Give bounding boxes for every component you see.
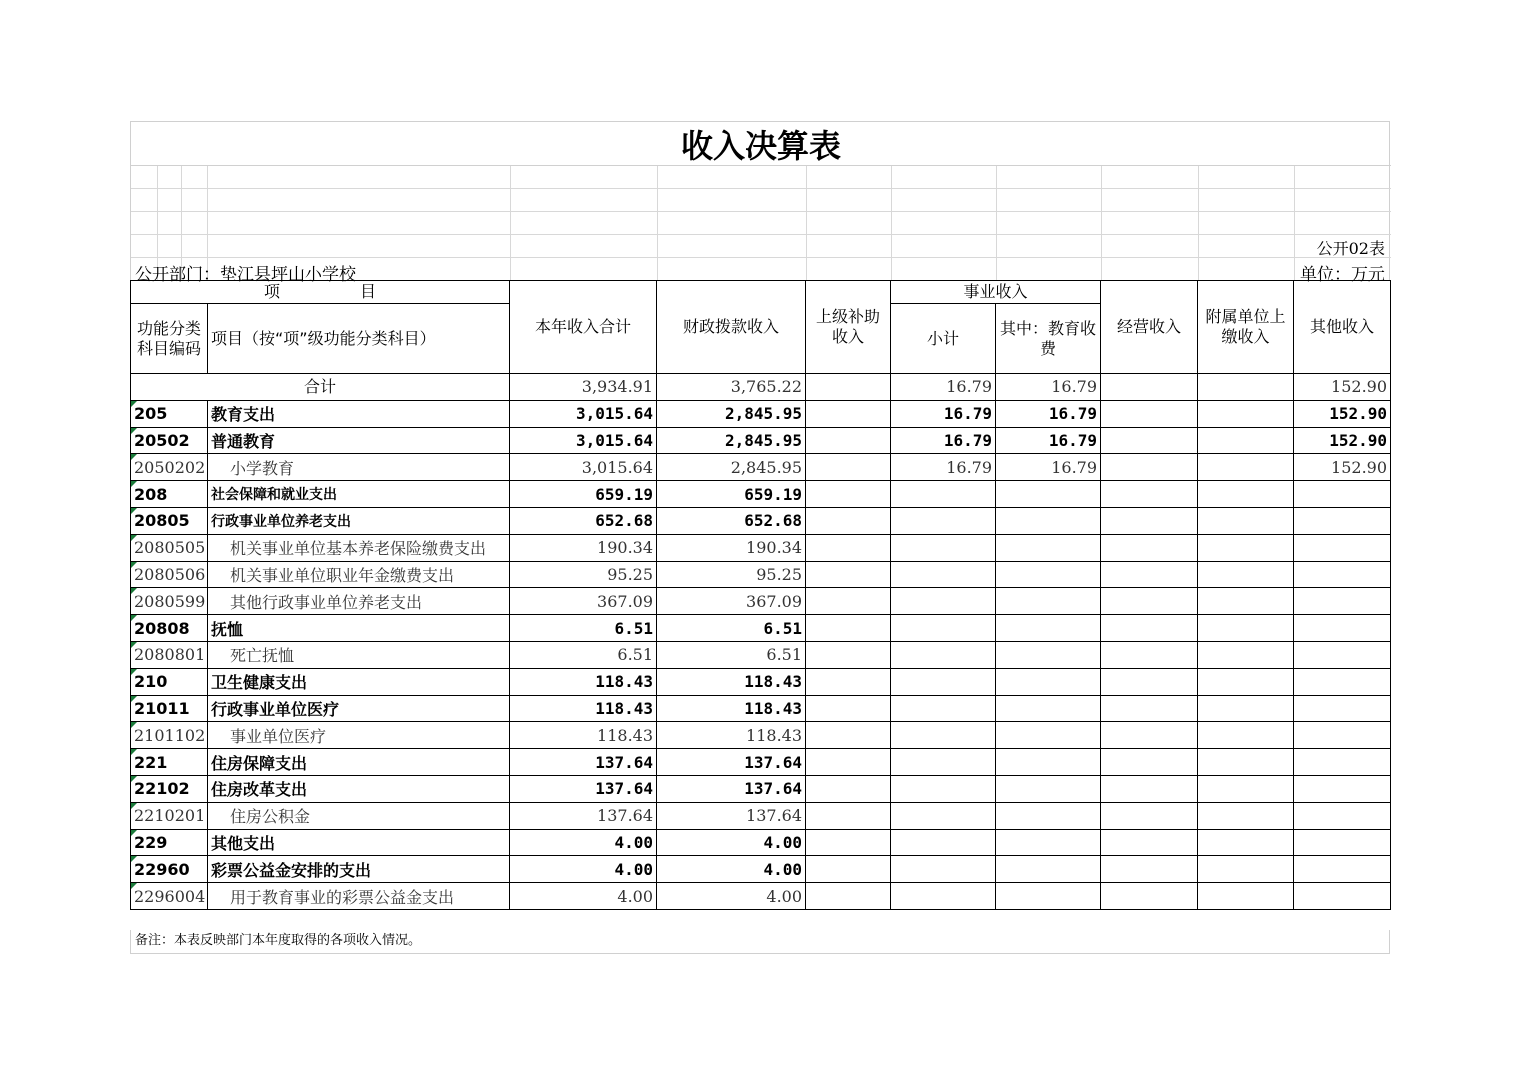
row-fiscal: 4.00 [657,883,806,910]
form-number: 公开02表 [1316,239,1385,258]
row-other [1294,749,1391,776]
row-business [1101,695,1198,722]
row-edu-fee [996,588,1101,615]
row-affiliate [1198,641,1294,668]
row-code: 22960 [131,856,208,883]
row-other [1294,588,1391,615]
row-name: 社会保障和就业支出 [208,481,510,508]
income-table [130,280,1391,910]
row-code: 2080801 [131,641,208,668]
row-subtotal [891,856,996,883]
row-subsidy [806,695,891,722]
row-business [1101,856,1198,883]
row-other [1294,668,1391,695]
row-subtotal [891,695,996,722]
row-other [1294,802,1391,829]
row-other: 152.90 [1294,427,1391,454]
row-subsidy [806,481,891,508]
header-career-group: 事业收入 [891,281,1101,304]
row-subsidy [806,534,891,561]
total-fiscal: 3,765.22 [657,374,806,401]
row-total: 3,015.64 [510,454,657,481]
row-other [1294,775,1391,802]
row-subsidy [806,749,891,776]
table-row [131,802,1391,829]
row-total: 6.51 [510,615,657,642]
header-name: 项目（按“项”级功能分类科目） [208,304,510,374]
row-name: 死亡抚恤 [208,641,510,668]
row-subtotal [891,588,996,615]
row-affiliate [1198,883,1294,910]
row-business [1101,641,1198,668]
row-name: 事业单位医疗 [208,722,510,749]
row-code: 205 [131,400,208,427]
row-name: 小学教育 [208,454,510,481]
row-fiscal: 4.00 [657,829,806,856]
row-business [1101,588,1198,615]
row-code: 2050202 [131,454,208,481]
header-code: 功能分类科目编码 [131,304,208,374]
header-fiscal: 财政拨款收入 [657,281,806,374]
table-row [131,695,1391,722]
row-total: 4.00 [510,856,657,883]
row-total: 652.68 [510,507,657,534]
page-title: 收入决算表 [131,122,1391,166]
row-total: 367.09 [510,588,657,615]
row-other [1294,722,1391,749]
table-row [131,454,1391,481]
row-name: 抚恤 [208,615,510,642]
row-affiliate [1198,749,1294,776]
total-total: 3,934.91 [510,374,657,401]
header-affiliate: 附属单位上缴收入 [1198,281,1294,374]
row-name: 用于教育事业的彩票公益金支出 [208,883,510,910]
row-name: 其他行政事业单位养老支出 [208,588,510,615]
row-name: 机关事业单位基本养老保险缴费支出 [208,534,510,561]
row-subsidy [806,883,891,910]
row-affiliate [1198,507,1294,534]
row-fiscal: 190.34 [657,534,806,561]
row-fiscal: 4.00 [657,856,806,883]
row-total: 118.43 [510,668,657,695]
row-other [1294,695,1391,722]
table-row [131,722,1391,749]
row-fiscal: 367.09 [657,588,806,615]
table-row [131,749,1391,776]
row-affiliate [1198,561,1294,588]
row-name: 教育支出 [208,400,510,427]
row-affiliate [1198,829,1294,856]
row-total: 3,015.64 [510,427,657,454]
table-row [131,641,1391,668]
row-subsidy [806,802,891,829]
row-code: 22102 [131,775,208,802]
total-subtotal: 16.79 [891,374,996,401]
total-affiliate [1198,374,1294,401]
row-business [1101,454,1198,481]
row-total: 3,015.64 [510,400,657,427]
row-total: 137.64 [510,775,657,802]
row-subtotal [891,641,996,668]
row-name: 普通教育 [208,427,510,454]
row-fiscal: 95.25 [657,561,806,588]
row-edu-fee [996,507,1101,534]
row-edu-fee [996,695,1101,722]
row-subsidy [806,615,891,642]
row-subtotal: 16.79 [891,400,996,427]
row-business [1101,481,1198,508]
row-other [1294,481,1391,508]
row-affiliate [1198,695,1294,722]
row-name: 其他支出 [208,829,510,856]
row-subtotal [891,749,996,776]
row-other [1294,883,1391,910]
row-code: 21011 [131,695,208,722]
row-total: 137.64 [510,749,657,776]
row-affiliate [1198,427,1294,454]
row-subsidy [806,829,891,856]
row-subtotal [891,561,996,588]
row-code: 2210201 [131,802,208,829]
header-item-group: 项 目 [131,281,510,304]
row-subsidy [806,722,891,749]
row-code: 2080506 [131,561,208,588]
row-subsidy [806,400,891,427]
header-subtotal: 小计 [891,304,996,374]
row-business [1101,775,1198,802]
row-fiscal: 652.68 [657,507,806,534]
row-code: 2080505 [131,534,208,561]
table-row [131,561,1391,588]
row-edu-fee [996,481,1101,508]
row-total: 95.25 [510,561,657,588]
row-fiscal: 137.64 [657,749,806,776]
row-subtotal [891,829,996,856]
row-subtotal: 16.79 [891,454,996,481]
row-other [1294,615,1391,642]
total-subsidy [806,374,891,401]
row-affiliate [1198,856,1294,883]
row-edu-fee [996,668,1101,695]
row-edu-fee [996,829,1101,856]
row-edu-fee: 16.79 [996,400,1101,427]
table-row [131,856,1391,883]
row-subsidy [806,588,891,615]
row-code: 2296004 [131,883,208,910]
row-affiliate [1198,534,1294,561]
row-business [1101,829,1198,856]
row-edu-fee [996,561,1101,588]
row-fiscal: 137.64 [657,775,806,802]
row-name: 机关事业单位职业年金缴费支出 [208,561,510,588]
row-fiscal: 2,845.95 [657,400,806,427]
row-business [1101,400,1198,427]
row-total: 6.51 [510,641,657,668]
row-edu-fee [996,534,1101,561]
row-affiliate [1198,668,1294,695]
row-total: 137.64 [510,802,657,829]
row-name: 住房公积金 [208,802,510,829]
table-row [131,668,1391,695]
row-code: 20805 [131,507,208,534]
table-row [131,829,1391,856]
row-affiliate [1198,481,1294,508]
row-subtotal [891,883,996,910]
row-code: 20808 [131,615,208,642]
row-affiliate [1198,775,1294,802]
row-code: 20502 [131,427,208,454]
row-edu-fee [996,722,1101,749]
row-fiscal: 659.19 [657,481,806,508]
row-subtotal [891,507,996,534]
row-business [1101,615,1198,642]
row-affiliate [1198,454,1294,481]
row-fiscal: 2,845.95 [657,454,806,481]
row-subtotal [891,722,996,749]
table-row [131,481,1391,508]
row-affiliate [1198,615,1294,642]
row-name: 住房改革支出 [208,775,510,802]
row-fiscal: 2,845.95 [657,427,806,454]
row-code: 221 [131,749,208,776]
row-code: 2080599 [131,588,208,615]
row-edu-fee [996,749,1101,776]
row-business [1101,722,1198,749]
total-label: 合计 [131,374,510,401]
row-business [1101,668,1198,695]
table-row [131,883,1391,910]
row-name: 行政事业单位养老支出 [208,507,510,534]
row-subsidy [806,668,891,695]
row-other: 152.90 [1294,454,1391,481]
row-edu-fee: 16.79 [996,454,1101,481]
table-row [131,615,1391,642]
row-fiscal: 118.43 [657,668,806,695]
unit-label: 单位：万元 [1300,265,1385,285]
header-business: 经营收入 [1101,281,1198,374]
row-other [1294,829,1391,856]
row-code: 229 [131,829,208,856]
row-other [1294,641,1391,668]
row-fiscal: 118.43 [657,722,806,749]
row-business [1101,427,1198,454]
row-edu-fee [996,856,1101,883]
footnote: 备注：本表反映部门本年度取得的各项收入情况。 [130,930,1390,954]
row-edu-fee [996,775,1101,802]
row-total: 118.43 [510,695,657,722]
row-code: 210 [131,668,208,695]
row-affiliate [1198,722,1294,749]
row-subsidy [806,775,891,802]
row-subtotal [891,534,996,561]
table-row [131,427,1391,454]
row-subsidy [806,561,891,588]
row-total: 190.34 [510,534,657,561]
row-edu-fee [996,883,1101,910]
row-subsidy [806,454,891,481]
row-business [1101,561,1198,588]
row-subsidy [806,427,891,454]
row-business [1101,802,1198,829]
row-edu-fee [996,802,1101,829]
row-name: 行政事业单位医疗 [208,695,510,722]
total-row [131,374,1391,401]
row-fiscal: 118.43 [657,695,806,722]
total-other: 152.90 [1294,374,1391,401]
row-fiscal: 6.51 [657,615,806,642]
header-grid [130,121,1390,285]
row-other [1294,561,1391,588]
row-subtotal [891,481,996,508]
row-edu-fee [996,641,1101,668]
table-row [131,534,1391,561]
row-fiscal: 6.51 [657,641,806,668]
header-other: 其他收入 [1294,281,1391,374]
row-subtotal [891,668,996,695]
department-label: 公开部门：垫江县坪山小学校 [135,265,356,285]
total-business [1101,374,1198,401]
row-business [1101,534,1198,561]
row-total: 659.19 [510,481,657,508]
row-other: 152.90 [1294,400,1391,427]
table-row [131,400,1391,427]
row-subsidy [806,507,891,534]
row-subtotal: 16.79 [891,427,996,454]
row-total: 4.00 [510,883,657,910]
row-subtotal [891,802,996,829]
header-edu-fee: 其中：教育收费 [996,304,1101,374]
row-name: 彩票公益金安排的支出 [208,856,510,883]
header-subsidy: 上级补助收入 [806,281,891,374]
row-edu-fee: 16.79 [996,427,1101,454]
row-subsidy [806,641,891,668]
row-business [1101,883,1198,910]
row-code: 2101102 [131,722,208,749]
row-other [1294,534,1391,561]
row-code: 208 [131,481,208,508]
row-other [1294,507,1391,534]
row-business [1101,507,1198,534]
total-edu-fee: 16.79 [996,374,1101,401]
table-row [131,507,1391,534]
row-affiliate [1198,588,1294,615]
row-name: 卫生健康支出 [208,668,510,695]
row-affiliate [1198,400,1294,427]
row-subsidy [806,856,891,883]
row-subtotal [891,775,996,802]
row-business [1101,749,1198,776]
row-other [1294,856,1391,883]
table-row [131,588,1391,615]
row-subtotal [891,615,996,642]
table-row [131,775,1391,802]
row-total: 4.00 [510,829,657,856]
row-fiscal: 137.64 [657,802,806,829]
row-affiliate [1198,802,1294,829]
header-total: 本年收入合计 [510,281,657,374]
row-edu-fee [996,615,1101,642]
row-name: 住房保障支出 [208,749,510,776]
row-total: 118.43 [510,722,657,749]
